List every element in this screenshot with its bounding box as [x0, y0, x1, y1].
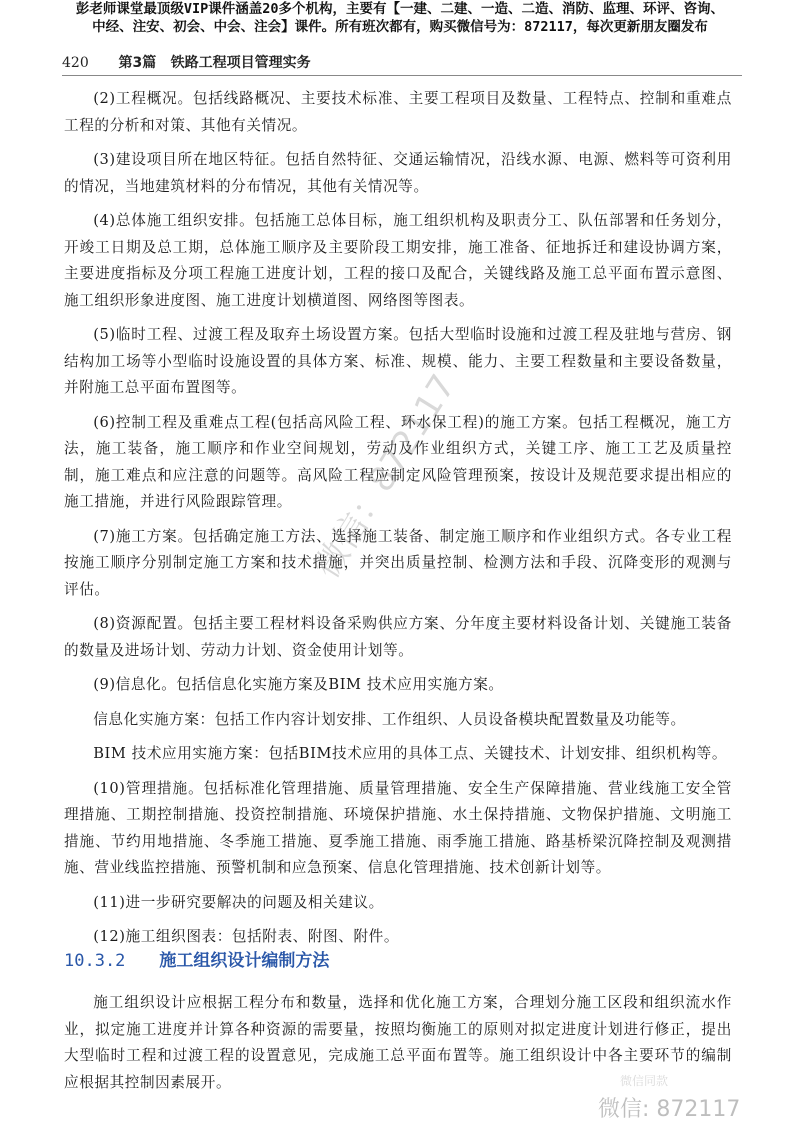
paragraph-info-plan: 信息化实施方案：包括工作内容计划安排、工作组织、人员设备模块配置数量及功能等。 [93, 710, 686, 728]
paragraph-8-resources: (8)资源配置。包括主要工程材料设备采购供应方案、分年度主要材料设备计划、关键施工装备的数量及进场计划、劳动力计划、资金使用计划等。 [64, 615, 732, 659]
header-divider [62, 75, 742, 76]
corner-watermark-small: 微信同款 [620, 1074, 669, 1088]
page-number: 420 [62, 55, 89, 71]
paragraph-10-management: (10)管理措施。包括标准化管理措施、质量管理措施、安全生产保障措施、营业线施工安全管理措施、工期控制措施、投资控制措施、环境保护措施、水土保持措施、文物保护措施、文明施工措施、节约用地措施、冬季施工措施、夏季施工措施、雨季施工措施、路基桥梁沉降控制及观测措施、营业线监控措施、预警机制和应急预案、信息化管理措施、技术创新计划等。 [64, 779, 732, 876]
paragraph-3-regional-features: (3)建设项目所在地区特征。包括自然特征、交通运输情况，沿线水源、电源、燃料等可资利用的情况，当地建筑材料的分布情况，其他有关情况等。 [64, 151, 732, 195]
promo-banner-line-2: 中经、注安、初会、中会、注会】课件。所有班次都有，购买微信号为：872117，每次更新朋友圈发布 [92, 19, 708, 35]
section-number: 10.3.2 [64, 951, 126, 971]
running-header [62, 52, 742, 72]
paragraph-7-construction-plan: (7)施工方案。包括确定施工方法、选择施工装备、制定施工顺序和作业组织方式。各专业工程按施工顺序分别制定施工方案和技术措施，并突出质量控制、检测方法和手段、沉降变形的观测与评估。 [64, 527, 732, 598]
section-heading [64, 946, 329, 971]
main-text [64, 86, 732, 959]
paragraph-5-temporary-works: (5)临时工程、过渡工程及取弃土场设置方案。包括大型临时设施和过渡工程及驻地与营房、钢结构加工场等小型临时设施设置的具体方案、标准、规模、能力、主要工程数量和主要设备数量，并附施工总平面布置图等。 [64, 326, 732, 396]
diagonal-watermark: 微信：872117 [306, 367, 464, 586]
part-label: 第3篇 [118, 55, 157, 71]
paragraph-12-charts: (12)施工组织图表：包括附表、附图、附件。 [93, 928, 400, 945]
paragraph-2-project-overview: (2)工程概况。包括线路概况、主要技术标准、主要工程项目及数量、工程特点、控制和重难点工程的分析和对策、其他有关情况。 [64, 90, 732, 134]
paragraph-11-issues: (11)进一步研究要解决的问题及相关建议。 [93, 893, 384, 911]
part-title: 铁路工程项目管理实务 [170, 55, 311, 71]
paragraph-9-informatization: (9)信息化。包括信息化实施方案及BIM 技术应用实施方案。 [93, 676, 504, 693]
paragraph-6-key-works: (6)控制工程及重难点工程(包括高风险工程、环水保工程)的施工方案。包括工程概况，施工方法，施工装备，施工顺序和作业空间规划，劳动及作业组织方式，关键工序、施工工艺及质量控制，施工难点和应注意的问题等。高风险工程应制定风险管理预案，按设计及规范要求提出相应的施工措施，并进行风险跟踪管理。 [64, 413, 732, 510]
promo-banner [0, 0, 800, 38]
promo-banner-line-1: 彭老师课堂最顶级VIP课件涵盖20多个机构，主要有【一建、二建、一造、二造、消防、监理、环评、咨询、 [75, 1, 725, 17]
section-title: 施工组织设计编制方法 [159, 951, 330, 971]
paragraph-4-overall-arrangement: (4)总体施工组织安排。包括施工总体目标，施工组织机构及职责分工、队伍部署和任务划分，开竣工日期及总工期，总体施工顺序及主要阶段工期安排，施工准备、征地拆迁和建设协调方案，主要进度指标及分项工程施工进度计划，工程的接口及配合，关键线路及施工总平面布置示意图、施工组织形象进度图、施工进度计划横道图、网络图等图表。 [64, 212, 732, 309]
section-paragraph: 施工组织设计应根据工程分布和数量，选择和优化施工方案，合理划分施工区段和组织流水作业，拟定施工进度并计算各种资源的需要量，按照均衡施工的原则对拟定进度计划进行修正，提出大型临时工程和过渡工程的设置意见，完成施工总平面布置等。施工组织设计中各主要环节的编制应根据其控制因素展开。 [64, 994, 732, 1091]
corner-watermark: 微信: 872117 [598, 1097, 741, 1122]
paragraph-bim-plan: BIM 技术应用实施方案：包括BIM技术应用的具体工点、关键技术、计划安排、组织机构等。 [93, 745, 728, 762]
